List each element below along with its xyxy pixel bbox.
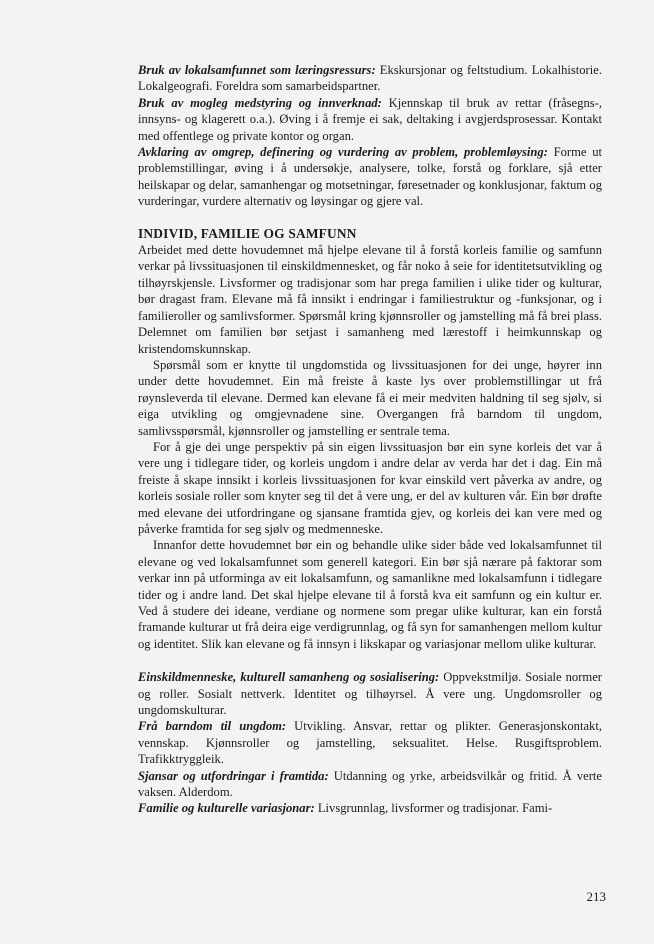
body-paragraph: Innanfor dette hovudemnet bør ein og behandle ulike sider både ved lokalsamfunnet til elevane og ved lokalsamfunnet som generell kategori. Ein bør sjå nærare på faktorar som verkar inn på utforminga av eit lokalsamfunn, og samanlikne med lokalsamfunn i tidlegare tider og i andre land. Det skal hjelpe elevane til å forstå kva eit samfunn og ein kultur er. Ved å studere dei ideane, verdiane og normene som pregar ulike kulturar, kan ein forstå framande kulturar ut frå deira eige verdigrunnlag, og få syn for samanhengen mellom kultur og identitet. Slik kan elevane og få innsyn i likskapar og variasjonar mellom ulike kulturar. [138, 538, 602, 651]
topic-paragraph [138, 768, 602, 801]
topic-text: Forme ut problemstillingar, øving i å undersøkje, analysere, tolke, forstå og forklare, sjå etter heilskapar og delar, samanhengar og motsetningar, føresetnader og konklusjonar, faktum og vurderingar, vurdere alternativ og løysingar og gjere val. [138, 145, 602, 209]
topic-label: Sjansar og utfordringar i framtida: [138, 768, 329, 783]
topic-label: Bruk av lokalsamfunnet som læringsressurs: [138, 63, 376, 77]
topic-paragraph [138, 669, 602, 718]
topic-text: Utdanning og yrke, arbeidsvilkår og fritid. Å verte vaksen. Alderdom. [138, 768, 603, 800]
topic-label: Bruk av mogleg medstyring og innverknad: [138, 95, 382, 110]
topic-text: Oppvekstmiljø. Sosiale normer og roller. Sosialt nettverk. Identitet og tilhøyrsel. Å vere ung. Ungdomsroller og ungdomskulturar. [138, 670, 603, 718]
body-paragraph: Spørsmål som er knytte til ungdomstida og livssituasjonen for dei unge, høyrer inn under dette hovudemnet. Ein må freiste å kaste lys over problemstillingar ut frå røynsleverda til elevane. Dermed kan elevane få ei meir medviten haldning til seg sjølv, si eiga utvikling og omgjevnadene sine. Overgangen frå barndom til ungdom, samlivsspørsmål, kjønnsroller og jamstelling er sentrale tema. [138, 357, 602, 438]
body-paragraph: Arbeidet med dette hovudemnet må hjelpe elevane til å forstå korleis familie og samfunn verkar på livssituasjonen til einskildmennesket, og får noko å seie for identitetsutvikling og tilhøyrskjensle. Livsformer og tradisjonar som har prega familien i ulike tider og kulturar, bør dragast fram. Elevane må få innsikt i endringar i familiestruktur og -funksjonar, og i familieroller og samlivsformer. Spørsmål kring kjønnsroller og jamstelling må få brei plass. Delemnet om familien bør setjast i samanheng med lærestoff i heimkunnskap og kristendomskunnskap. [138, 243, 602, 356]
topic-label: Familie og kulturelle variasjonar: [138, 801, 315, 816]
topic-paragraph [138, 62, 602, 95]
section-heading: INDIVID, FAMILIE OG SAMFUNN [138, 225, 357, 241]
body-paragraph: For å gje dei unge perspektiv på sin eigen livssituasjon bør ein syne korleis det var å vere ung i tidlegare tider, og korleis ungdom i andre delar av verda har det i dag. Ein må freiste å skape innsikt i korleis livssituasjonen for kvar einskild vert påverka av andre, og korleis sosiale roller som knyter seg til det å vere ung, er del av kulturen vår. Ein bør drøfte med elevane dei utfordringane og sjansane framtida gjev, og korleis dei kan vere med og påverke framtida for seg sjølv og medmenneske. [138, 439, 602, 536]
topic-paragraph [138, 718, 602, 767]
topic-label: Einskildmenneske, kulturell samanheng og sosialisering: [138, 670, 440, 685]
topic-text: Livsgrunnlag, livsformer og tradisjonar. Fami- [314, 801, 553, 816]
topic-text: Kjennskap til bruk av rettar (fråsegns-, innsyns- og klagerett o.a.). Øving i å fremje ei sak, deltaking i avgjerdsprosessar. Kontakt med offentlege og private kontor og organ. [138, 95, 602, 143]
topic-paragraph [138, 144, 602, 210]
topic-text: Utvikling. Ansvar, rettar og plikter. Generasjonskontakt, vennskap. Kjønnsroller og jamstelling, seksualitet. Helse. Rusgiftsproblem. Trafikktryggleik. [138, 719, 602, 767]
topic-paragraph [138, 95, 602, 144]
topic-label: Avklaring av omgrep, definering og vurdering av problem, problemløysing: [138, 145, 548, 160]
text-column [138, 62, 602, 817]
topic-label: Frå barndom til ungdom: [138, 719, 287, 734]
topic-text: Ekskursjonar og feltstudium. Lokalhistorie. Lokalgeografi. Foreldra som samarbeidspartner. [138, 63, 602, 94]
topic-paragraph [138, 800, 602, 816]
page-number: 213 [586, 889, 606, 904]
